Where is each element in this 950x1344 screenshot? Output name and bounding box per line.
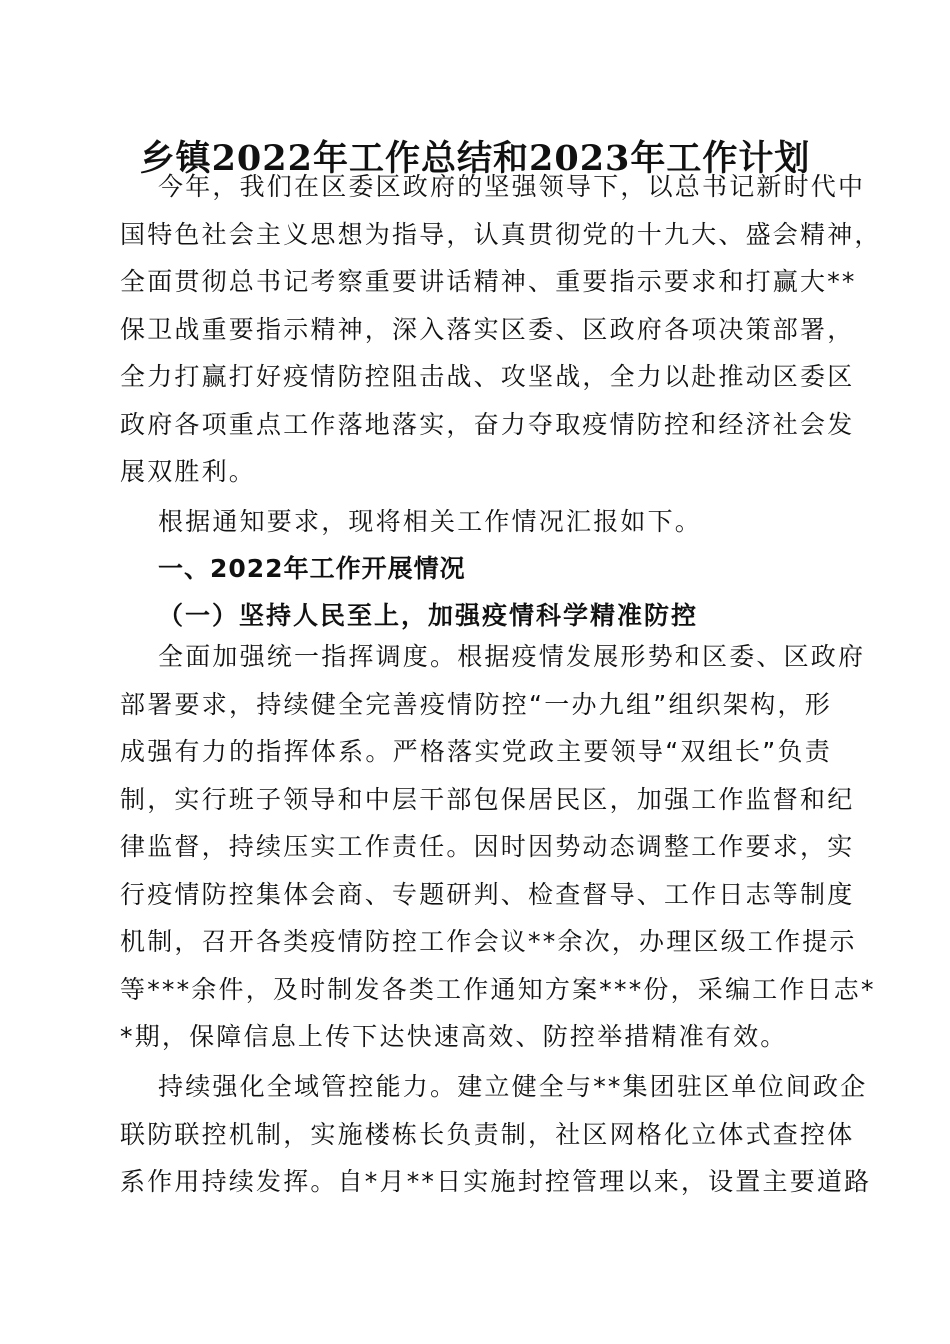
intro-line: 政府各项重点工作落地落实，奋力夺取疫情防控和经济社会发	[120, 409, 855, 439]
para-line: 律监督，持续压实工作责任。因时因势动态调整工作要求，实	[120, 832, 855, 861]
intro-line: 全力打赢打好疫情防控阻击战、攻坚战，全力以赴推动区委区	[120, 362, 855, 391]
document-title: 乡镇2022年工作总结和2023年工作计划	[139, 138, 811, 179]
para-line: 制，实行班子领导和中层干部包保居民区，加强工作监督和纪	[120, 784, 855, 814]
para-line: 部署要求，持续健全完善疫情防控“一办九组”组织架构，形	[120, 689, 832, 719]
subsection-heading: （一）坚持人民至上，加强疫情科学精准防控	[158, 601, 699, 630]
para-line: 全面加强统一指挥调度。根据疫情发展形势和区委、区政府	[158, 642, 866, 671]
intro-paragraph	[120, 163, 882, 496]
para-line: 联防联控机制，实施楼栋长负责制，社区网格化立体式查控体	[120, 1119, 855, 1149]
intro-line: 全面贯彻总书记考察重要讲话精神、重要指示要求和打赢大**	[120, 267, 857, 296]
intro-line: 展双胜利。	[120, 457, 257, 486]
report-paragraph	[120, 498, 832, 546]
para-line: 机制，召开各类疫情防控工作会议**余次，办理区级工作提示	[120, 927, 857, 956]
section-heading: 一、2022年工作开展情况	[158, 554, 466, 583]
para-line: 持续强化全域管控能力。建立健全与**集团驻区单位间政企	[158, 1072, 868, 1101]
intro-line: 保卫战重要指示精神，深入落实区委、区政府各项决策部署，	[120, 314, 855, 344]
control-paragraph	[120, 1063, 872, 1206]
para-line: 等***余件，及时制发各类工作通知方案***份，采编工作日志*	[120, 974, 876, 1004]
para-line: *期，保障信息上传下达快速高效、防控举措精准有效。	[120, 1022, 788, 1051]
intro-line: 今年，我们在区委区政府的坚强领导下，以总书记新时代中	[158, 172, 866, 201]
command-paragraph	[120, 633, 876, 1061]
para-line: 系作用持续发挥。自*月**日实施封控管理以来，设置主要道路	[120, 1167, 872, 1196]
intro-line: 国特色社会主义思想为指导，认真贯彻党的十九大、盛会精神，	[120, 219, 882, 249]
para-line: 行疫情防控集体会商、专题研判、检查督导、工作日志等制度	[120, 879, 855, 909]
report-line: 根据通知要求，现将相关工作情况汇报如下。	[158, 507, 703, 536]
para-line: 成强有力的指挥体系。严格落实党政主要领导“双组长”负责	[120, 737, 832, 766]
